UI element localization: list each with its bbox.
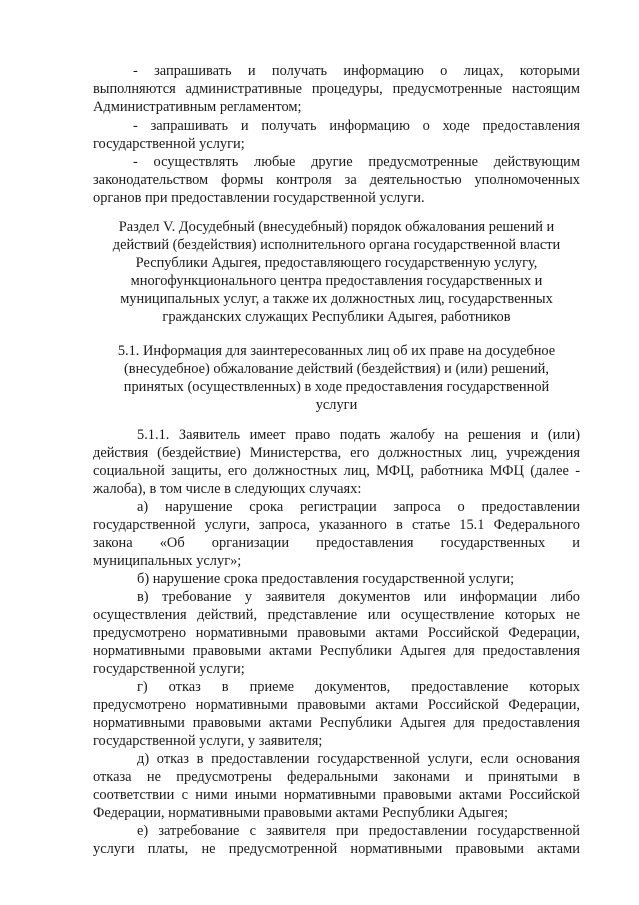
text-line: государственной услуги, у заявителя; <box>93 733 323 749</box>
text-line: отказа не предусмотрены федеральными законами и принятыми в <box>93 769 580 785</box>
text-line: 5.1.1. Заявитель имеет право подать жалобу на решения и (или) <box>137 427 580 443</box>
text-line: б) нарушение срока предоставления государственной услуги; <box>137 571 515 587</box>
subsection-title-line: принятых (осуществленных) в ходе предоставления государственной <box>123 379 550 395</box>
subsection-title-line: услуги <box>315 397 358 413</box>
text-line: услуги платы, не предусмотренной нормативными правовыми актами <box>93 841 580 857</box>
text-line: нормативными правовыми актами Республики Адыгея для предоставления <box>93 715 580 731</box>
text-line: г) отказ в приеме документов, предоставление которых <box>137 679 580 695</box>
text-line: е) затребование с заявителя при предоставлении государственной <box>137 823 580 839</box>
text-line: жалоба), в том числе в следующих случаях: <box>93 481 362 497</box>
text-line: социальной защиты, его должностных лиц, МФЦ, работника МФЦ (далее - <box>93 463 580 479</box>
text-line: предусмотрено нормативными правовыми актами Российской Федерации, <box>93 697 580 713</box>
text-line: муниципальных услуг»; <box>93 553 242 569</box>
section-title-line: муниципальных услуг, а также их должностных лиц, государственных <box>120 291 553 307</box>
text-line: законодательством формы контроля за деятельностью уполномоченных <box>93 172 580 188</box>
text-line: д) отказ в предоставлении государственной услуги, если основания <box>137 751 580 767</box>
text-line: действия (бездействие) Министерства, его должностных лиц, учреждения <box>93 445 580 461</box>
text-line: органов при предоставлении государственной услуги. <box>93 190 425 206</box>
text-line: а) нарушение срока регистрации запроса о предоставлении <box>137 499 580 515</box>
text-line: выполняются административные процедуры, предусмотренные настоящим <box>93 81 580 97</box>
section-title-line: Раздел V. Досудебный (внесудебный) порядок обжалования решений и <box>118 219 555 235</box>
section-title-line: многофункционального центра предоставления государственных и <box>130 273 543 289</box>
text-line: Административным регламентом; <box>93 99 302 115</box>
text-line: Федерации, нормативными правовыми актами Республики Адыгея; <box>93 805 508 821</box>
subsection-title-line: 5.1. Информация для заинтересованных лиц об их праве на досудебное <box>117 343 556 359</box>
text-line: нормативными правовыми актами Республики Адыгея для предоставления <box>93 643 580 659</box>
text-line: соответствии с ними иными нормативными правовыми актами Российской <box>93 787 580 803</box>
section-title-line: действий (бездействия) исполнительного органа государственной власти <box>112 237 561 253</box>
text-line: закона «Об организации предоставления государственных и <box>93 535 580 551</box>
subsection-title-line: (внесудебное) обжалование действий (бездействия) и (или) решений, <box>124 361 549 377</box>
text-line: в) требование у заявителя документов или информации либо <box>137 589 580 605</box>
text-line: осуществления действий, представление или осуществление которых не <box>93 607 580 623</box>
text-line: государственной услуги; <box>93 136 245 152</box>
text-line: государственной услуги; <box>93 661 245 677</box>
text-line: государственной услуги, запроса, указанного в статье 15.1 Федерального <box>93 517 580 533</box>
text-line: - запрашивать и получать информацию о ходе предоставления <box>133 118 580 134</box>
text-line: - осуществлять любые другие предусмотренные действующим <box>133 154 580 170</box>
text-line: предусмотрено нормативными правовыми актами Российской Федерации, <box>93 625 580 641</box>
section-title-line: Республики Адыгея, предоставляющего государственную услугу, <box>135 255 538 271</box>
text-line: - запрашивать и получать информацию о лицах, которыми <box>133 63 580 79</box>
section-title-line: гражданских служащих Республики Адыгея, работников <box>162 309 511 325</box>
